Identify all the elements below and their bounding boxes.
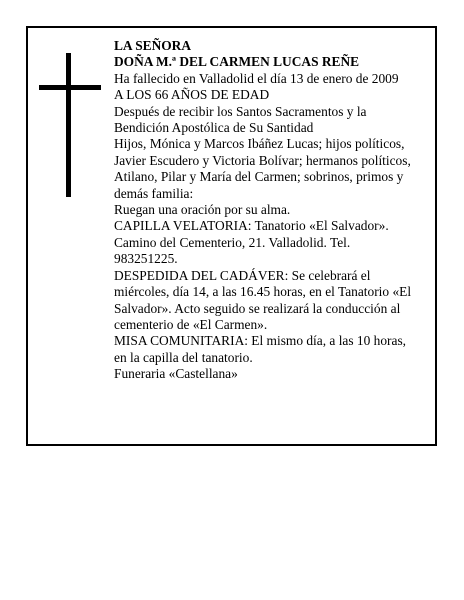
farewell-info: Salvador». Acto seguido se realizará la conducción al bbox=[114, 300, 401, 316]
sacraments-line: Bendición Apostólica de Su Santidad bbox=[114, 120, 314, 136]
age-statement: A LOS 66 AÑOS DE EDAD bbox=[114, 87, 270, 103]
family-line: Hijos, Mónica y Marcos Ibáñez Lucas; hijos políticos, bbox=[114, 136, 405, 152]
cross-horizontal-bar bbox=[39, 85, 101, 90]
farewell-info: DESPEDIDA DEL CADÁVER: Se celebrará el bbox=[114, 267, 371, 283]
cross-vertical-bar bbox=[66, 53, 71, 197]
deceased-name: DOÑA M.ª DEL CARMEN LUCAS REÑE bbox=[114, 54, 360, 70]
farewell-info: cementerio de «El Carmen». bbox=[114, 316, 268, 332]
chapel-info: Camino del Cementerio, 21. Valladolid. Tel. bbox=[114, 234, 351, 250]
deceased-title: LA SEÑORA bbox=[114, 38, 192, 53]
farewell-info: miércoles, día 14, a las 16.45 horas, en el Tanatorio «El bbox=[114, 284, 412, 300]
prayer-request: Ruegan una oración por su alma. bbox=[114, 202, 291, 218]
family-line: Atilano, Pilar y María del Carmen; sobrinos, primos y bbox=[114, 169, 404, 185]
mass-info: en la capilla del tanatorio. bbox=[114, 349, 253, 365]
family-line: demás familia: bbox=[114, 185, 194, 201]
chapel-phone: 983251225. bbox=[114, 251, 178, 267]
mass-info: MISA COMUNITARIA: El mismo día, a las 10 horas, bbox=[114, 333, 407, 349]
funeral-home: Funeraria «Castellana» bbox=[114, 366, 238, 382]
chapel-info: CAPILLA VELATORIA: Tanatorio «El Salvador». bbox=[114, 218, 389, 234]
obituary-text bbox=[114, 38, 419, 383]
cross-icon bbox=[39, 53, 101, 197]
family-line: Javier Escudero y Victoria Bolívar; hermanos políticos, bbox=[114, 152, 411, 168]
sacraments-line: Después de recibir los Santos Sacramentos y la bbox=[114, 103, 367, 119]
death-statement: Ha fallecido en Valladolid el día 13 de enero de 2009 bbox=[114, 70, 399, 86]
